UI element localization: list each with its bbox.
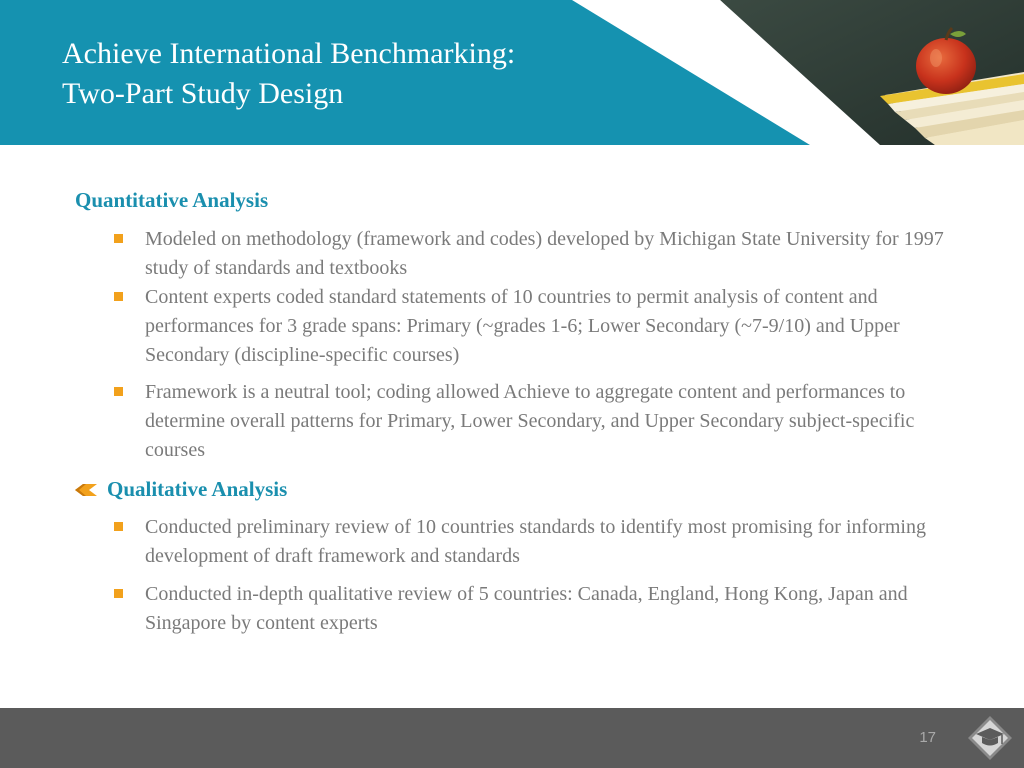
bullet-text: Conducted preliminary review of 10 countries standards to identify most promising for informing development of draft framework and standards	[145, 516, 926, 567]
slide-title	[62, 34, 515, 114]
title-line-2: Two-Part Study Design	[62, 77, 344, 110]
bullet-marker	[114, 234, 123, 243]
section-heading-quantitative: Quantitative Analysis	[75, 188, 269, 212]
footer-bar	[0, 708, 1024, 768]
bullet-text: Modeled on methodology (framework and codes) developed by Michigan State University for 1997 study of standards and textbooks	[145, 228, 944, 279]
section-heading-qualitative: Qualitative Analysis	[107, 477, 288, 501]
bullet-text: Content experts coded standard statements of 10 countries to permit analysis of content and performances for 3 grade spans: Primary (~grades 1-6; Lower Secondary (~7-9/10) and Upper Secondary (discipline-specific courses)	[145, 286, 900, 366]
bullet-marker	[114, 387, 123, 396]
bullet-marker	[114, 589, 123, 598]
bullet-marker	[114, 522, 123, 531]
diamond-arrow-icon	[75, 484, 97, 496]
bullet-text: Framework is a neutral tool; coding allowed Achieve to aggregate content and performances to determine overall patterns for Primary, Lower Secondary, and Upper Secondary subject-specific courses	[145, 381, 915, 461]
bullet-marker	[114, 292, 123, 301]
title-line-1: Achieve International Benchmarking:	[62, 37, 516, 70]
page-number: 17	[919, 729, 936, 746]
graduation-cap-icon	[966, 714, 1014, 762]
bullet-text: Conducted in-depth qualitative review of 5 countries: Canada, England, Hong Kong, Japan and Singapore by content experts	[145, 583, 908, 634]
